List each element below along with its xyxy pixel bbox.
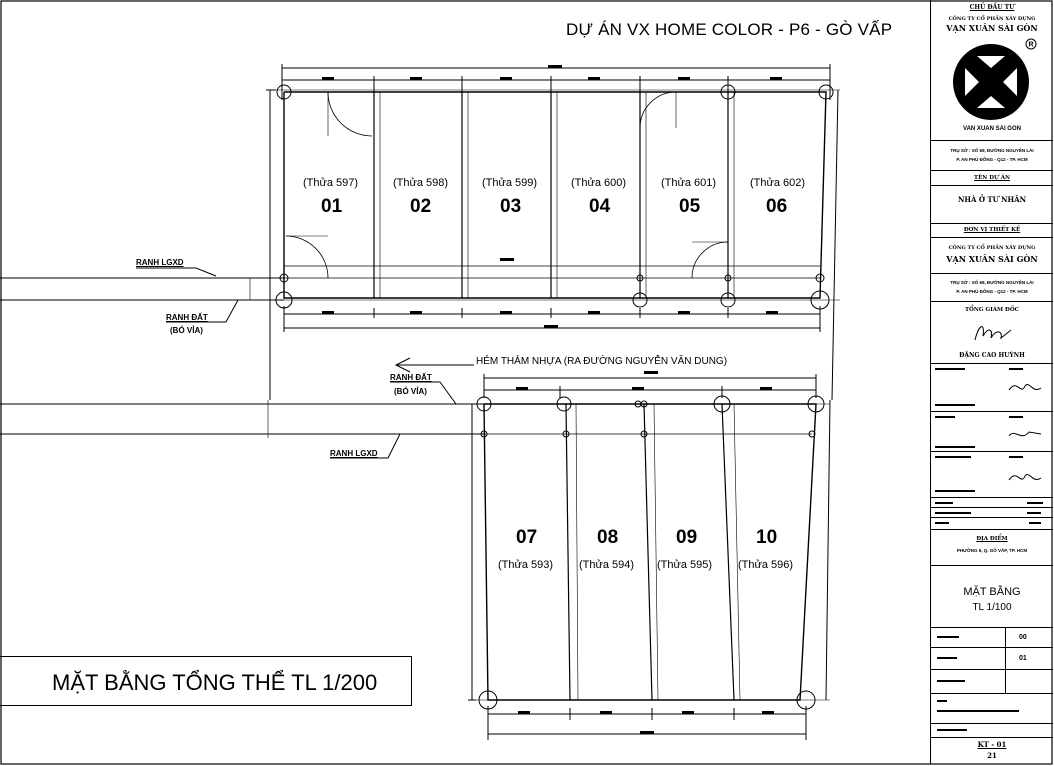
- svg-text:R: R: [1028, 41, 1034, 49]
- ranh-dat-label: RANH ĐẤT: [166, 313, 208, 322]
- lot-parcel-label: (Thửa 596): [738, 559, 794, 571]
- ranh-lgxd-label: RANH LGXD: [136, 258, 184, 267]
- lot-parcel-label: (Thửa 599): [482, 177, 538, 189]
- signature-3: [1007, 466, 1043, 488]
- project-name: NHÀ Ở TƯ NHÂN: [957, 195, 1026, 204]
- lot-parcel-label: (Thửa 597): [303, 177, 359, 189]
- designer-address-1: TRỤ SỞ : SỐ 69, ĐƯỜNG NGUYỄN LÀI: [950, 280, 1034, 285]
- owner-company-name: VẠN XUÂN SÀI GÒN: [946, 23, 1038, 33]
- lot-number: 09: [676, 527, 698, 548]
- designer-heading: ĐƠN VỊ THIẾT KẾ: [963, 227, 1021, 233]
- owner-address-2: P. AN PHÚ ĐÔNG - Q12 - TP. HCM: [956, 157, 1028, 162]
- lot-number: 05: [679, 196, 701, 217]
- signature-1: [1007, 376, 1043, 400]
- lot-number: 03: [500, 196, 522, 217]
- drawing-scale: TL 1/100: [972, 602, 1012, 613]
- signature-row-2: [931, 411, 1053, 451]
- bo-via-label-2: (BÓ VỈA): [394, 387, 427, 396]
- value-2: 01: [1019, 655, 1027, 662]
- lot-parcel-label: (Thửa 593): [498, 559, 554, 571]
- lot-number: 02: [410, 196, 432, 217]
- lot-parcel-label: (Thửa 602): [750, 177, 806, 189]
- owner-address-1: TRỤ SỞ : SỐ 69, ĐƯỜNG NGUYỄN LÀI: [950, 148, 1034, 153]
- lot-parcel-label: (Thửa 598): [393, 177, 449, 189]
- logo-caption: VAN XUAN SAI GON: [963, 126, 1021, 132]
- designer-company-line: CÔNG TY CỔ PHẦN XÂY DỰNG: [948, 245, 1036, 251]
- owner-company-line: CÔNG TY CỔ PHẦN XÂY DỰNG: [948, 16, 1036, 22]
- signature-row-1: [931, 363, 1053, 411]
- owner-heading: CHỦ ĐẦU TƯ: [969, 4, 1015, 11]
- value-1: 00: [1019, 634, 1027, 641]
- lot-number: 07: [516, 527, 538, 548]
- project-title: DỰ ÁN VX HOME COLOR - P6 - GÒ VẤP: [566, 20, 893, 39]
- lot-number: 10: [756, 527, 778, 548]
- ranh-lgxd-label-2: RANH LGXD: [330, 449, 378, 458]
- drawing-code: KT - 01: [977, 740, 1007, 749]
- lot-parcel-label: (Thửa 600): [571, 177, 627, 189]
- sheet-title: MẶT BẰNG TỔNG THỂ TL 1/200: [52, 670, 378, 695]
- designer-company-name: VẠN XUÂN SÀI GÒN: [946, 254, 1038, 264]
- designer-address-2: P. AN PHÚ ĐÔNG - Q12 - TP. HCM: [956, 289, 1028, 294]
- title-block: [930, 0, 1053, 764]
- director-name: ĐẶNG CAO HUỲNH: [959, 352, 1025, 359]
- location: PHƯỜNG 6, Q. GÒ VẤP, TP. HCM: [956, 548, 1028, 553]
- signature-row-3: [931, 451, 1053, 497]
- alley-label: HẺM THẢM NHỰA (RA ĐƯỜNG NGUYỄN VĂN DUNG): [476, 356, 728, 367]
- lot-number: 08: [597, 527, 619, 548]
- drawing-name: MẶT BẰNG: [963, 586, 1021, 598]
- company-logo: [951, 36, 1039, 122]
- lot-parcel-label: (Thửa 594): [579, 559, 635, 571]
- location-heading: ĐỊA ĐIỂM: [976, 536, 1008, 542]
- director-title: TỔNG GIÁM ĐỐC: [964, 307, 1020, 313]
- director-signature: [971, 320, 1015, 346]
- sheet-number: 21: [987, 751, 997, 760]
- lot-number: 01: [321, 196, 343, 217]
- lot-number: 06: [766, 196, 788, 217]
- lot-number: 04: [589, 196, 611, 217]
- lot-parcel-label: (Thửa 601): [661, 177, 717, 189]
- bo-via-label: (BÓ VỈA): [170, 326, 203, 335]
- signature-2: [1007, 424, 1043, 446]
- ranh-dat-label-2: RANH ĐẤT: [390, 373, 432, 382]
- project-name-heading: TÊN DỰ ÁN: [973, 175, 1010, 181]
- lot-parcel-label: (Thửa 595): [657, 559, 713, 571]
